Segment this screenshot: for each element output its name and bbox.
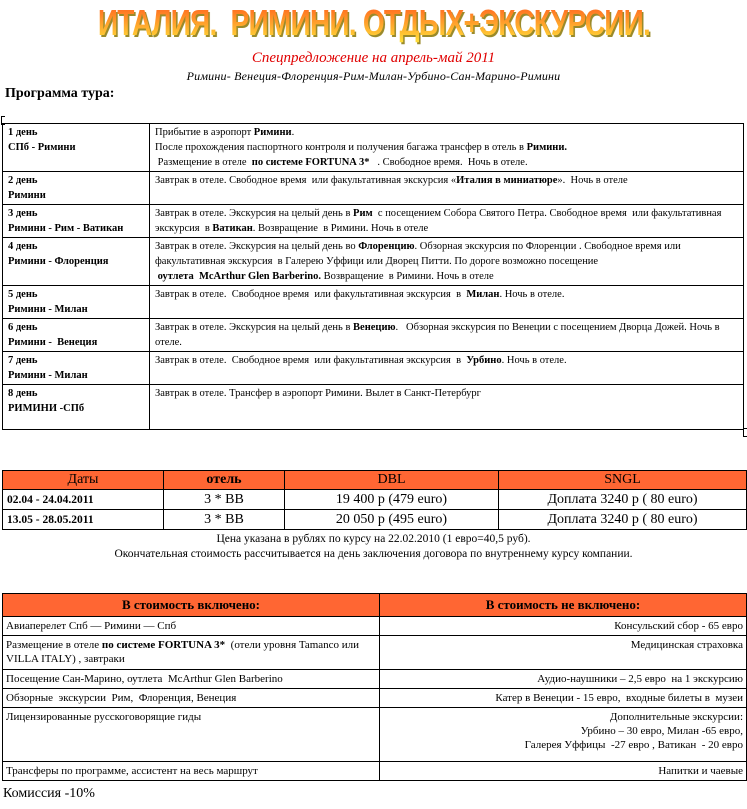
price-dbl: 19 400 р (479 euro): [285, 490, 499, 510]
price-hotel: 3 * BB: [164, 490, 285, 510]
itinerary-day-cell: [3, 319, 150, 352]
price-header-row: [3, 471, 747, 490]
price-sngl: Доплата 3240 р ( 80 euro): [499, 490, 747, 510]
excluded-item: Медицинская страховка: [380, 636, 747, 670]
col-sngl: SNGL: [499, 471, 747, 490]
itinerary-day-cell: [3, 238, 150, 286]
excluded-item: Напитки и чаевые: [380, 762, 747, 781]
special-offer-heading: Спецпредложение на апрель-май 2011: [251, 50, 496, 66]
inclusions-row: [3, 617, 747, 636]
route-line: Римини- Венеция-Флоренция-Рим-Милан-Урбино-Сан-Марино-Римини: [186, 69, 561, 83]
day-number: 8 день: [8, 388, 38, 399]
itinerary-row: [3, 319, 744, 352]
day-number: 3 день: [8, 208, 38, 219]
included-item: Трансферы по программе, ассистент на весь маршрут: [3, 762, 380, 781]
itinerary-day-cell: [3, 205, 150, 238]
wordart-title: ИТАЛИЯ. РИМИНИ. ОТДЫХ+ЭКСКУРСИИ.: [97, 2, 650, 43]
included-header: В стоимость включено:: [3, 594, 380, 617]
excluded-item: Дополнительные экскурсии: Урбино – 30 евро, Милан -65 евро, Галерея Уффицы -27 евро , Ватикан - 20 евро: [380, 708, 747, 762]
included-item: Посещение Сан-Марино, оутлета McArthur Glen Barberino: [3, 670, 380, 689]
col-dbl: DBL: [285, 471, 499, 490]
included-item: Авиаперелет Спб — Римини — Спб: [3, 617, 380, 636]
inclusions-table: [2, 593, 747, 781]
itinerary-day-cell: [3, 172, 150, 205]
price-row: [3, 510, 747, 530]
program-title: Программа тура:: [5, 86, 115, 101]
itinerary-row: [3, 124, 744, 172]
day-number: 1 день: [8, 127, 38, 138]
inclusions-header-row: [3, 594, 747, 617]
itinerary-day-cell: [3, 286, 150, 319]
itinerary-row: [3, 172, 744, 205]
day-route: Римини: [8, 190, 46, 201]
table-end-marker: [743, 428, 747, 437]
commission-text: Комиссия -10%: [3, 786, 95, 801]
itinerary-row: [3, 286, 744, 319]
inclusions-row: [3, 708, 747, 762]
day-route: Римини - Рим - Ватикан: [8, 223, 124, 234]
excluded-item: Консульский сбор - 65 евро: [380, 617, 747, 636]
price-dates: 13.05 - 28.05.2011: [3, 510, 164, 530]
itinerary-row: [3, 205, 744, 238]
day-route: Римини - Венеция: [8, 337, 98, 348]
day-number: 5 день: [8, 289, 38, 300]
price-hotel: 3 * BB: [164, 510, 285, 530]
day-number: 4 день: [8, 241, 38, 252]
itinerary-description: Завтрак в отеле. Экскурсия на целый день в Венецию. Обзорная экскурсия по Венеции с посещением Дворца Дожей. Ночь в отеле.: [150, 319, 744, 352]
itinerary-description: Завтрак в отеле. Трансфер в аэропорт Римини. Вылет в Санкт-Петербург: [150, 385, 744, 430]
itinerary-row: [3, 238, 744, 286]
day-number: 7 день: [8, 355, 38, 366]
excluded-item: Катер в Венеции - 15 евро, входные билеты в музеи: [380, 689, 747, 708]
price-table: [2, 470, 747, 530]
exchange-rate-note: Цена указана в рублях по курсу на 22.02.2010 (1 евро=40,5 руб).: [216, 533, 531, 545]
itinerary-row: [3, 385, 744, 430]
final-price-note: Окончательная стоимость рассчитывается на день заключения договора по внутреннему курсу компании.: [114, 548, 633, 560]
itinerary-description: Прибытие в аэропорт Римини. После прохождения паспортного контроля и получения багажа трансфер в отель в Римини. Размещение в отеле по системе FORTUNA 3* . Свободное время. Ночь в отеле.: [150, 124, 744, 172]
price-row: [3, 490, 747, 510]
day-number: 2 день: [8, 175, 38, 186]
title-banner: [0, 2, 747, 44]
inclusions-row: [3, 689, 747, 708]
itinerary-description: Завтрак в отеле. Экскурсия на целый день во Флоренцию. Обзорная экскурсия по Флоренции . Свободное время или факультативная экскурсия в Галерею Уффици или Дворец Питти. По дороге возможно посещение оутлета McArthur Glen Barberino. Возвращение в Римини. Ночь в отеле: [150, 238, 744, 286]
excluded-item: Аудио-наушники – 2,5 евро на 1 экскурсию: [380, 670, 747, 689]
price-dates: 02.04 - 24.04.2011: [3, 490, 164, 510]
itinerary-description: Завтрак в отеле. Экскурсия на целый день в Рим с посещением Собора Святого Петра. Свободное время или факультативная экскурсия в Ватикан. Возвращение в Римини. Ночь в отеле: [150, 205, 744, 238]
included-item: Размещение в отеле по системе FORTUNA 3* (отели уровня Tamanco или VILLA ITALY) , завтраки: [3, 636, 380, 670]
day-route: Римини - Милан: [8, 370, 88, 381]
day-route: Римини - Флоренция: [8, 256, 109, 267]
day-route: Римини - Милан: [8, 304, 88, 315]
included-item: Лицензированные русскоговорящие гиды: [3, 708, 380, 762]
itinerary-description: Завтрак в отеле. Свободное время или факультативная экскурсия «Италия в миниатюре». Ночь в отеле: [150, 172, 744, 205]
itinerary-day-cell: [3, 385, 150, 430]
itinerary-row: [3, 352, 744, 385]
day-route: СПб - Римини: [8, 142, 76, 153]
price-dbl: 20 050 р (495 euro): [285, 510, 499, 530]
day-route: РИМИНИ -СПб: [8, 403, 85, 414]
inclusions-row: [3, 636, 747, 670]
itinerary-table: [2, 123, 744, 430]
itinerary-description: Завтрак в отеле. Свободное время или факультативная экскурсия в Урбино. Ночь в отеле.: [150, 352, 744, 385]
excluded-header: В стоимость не включено:: [380, 594, 747, 617]
itinerary-day-cell: [3, 352, 150, 385]
included-item: Обзорные экскурсии Рим, Флоренция, Венеция: [3, 689, 380, 708]
price-sngl: Доплата 3240 р ( 80 euro): [499, 510, 747, 530]
inclusions-row: [3, 762, 747, 781]
itinerary-description: Завтрак в отеле. Свободное время или факультативная экскурсия в Милан. Ночь в отеле.: [150, 286, 744, 319]
itinerary-day-cell: [3, 124, 150, 172]
day-number: 6 день: [8, 322, 38, 333]
col-dates: Даты: [3, 471, 164, 490]
inclusions-row: [3, 670, 747, 689]
col-hotel: отель: [164, 471, 285, 490]
